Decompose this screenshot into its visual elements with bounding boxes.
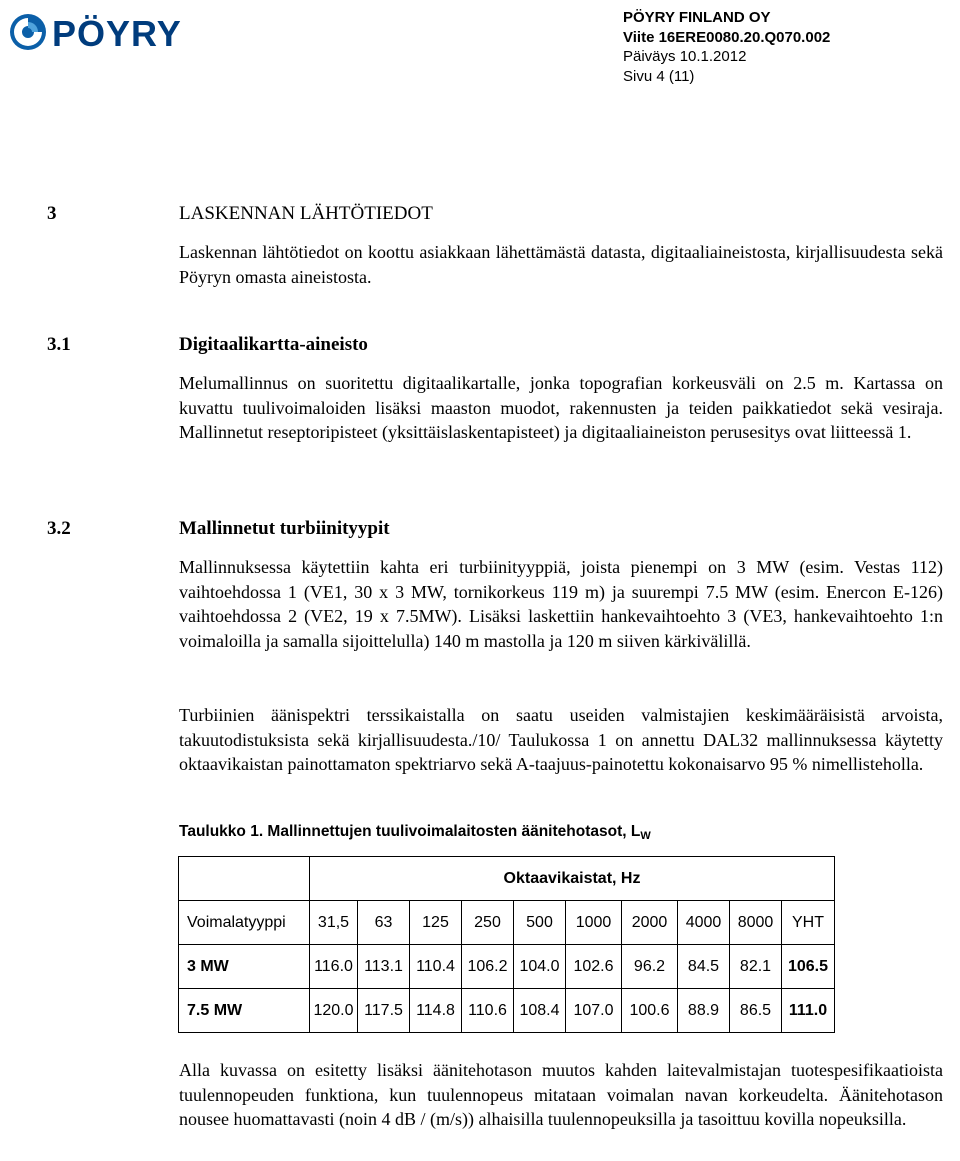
table-cell: 106.2 [462, 945, 514, 989]
page-number: Sivu 4 (11) [623, 67, 695, 85]
table-row [179, 989, 835, 1033]
table-corner-cell [179, 857, 310, 901]
table-cell: 113.1 [358, 945, 410, 989]
table-cell: 100.6 [622, 989, 678, 1033]
table-total-cell: 111.0 [782, 989, 835, 1033]
section-3-1-title: Digitaalikartta-aineisto [179, 334, 368, 355]
table-header-cell: 2000 [622, 901, 678, 945]
table-caption-subscript: W [640, 830, 651, 842]
table-cell: 116.0 [310, 945, 358, 989]
document-date: Päiväys 10.1.2012 [623, 48, 747, 65]
table-group-header: Oktaavikaistat, Hz [310, 857, 835, 901]
section-3-2-paragraph-1: Mallinnuksessa käytettiin kahta eri turbiinityyppiä, joista pienempi on 3 MW (esim. Vestas 112) vaihtoehdossa 1 (VE1, 30 x 3 MW, tornikorkeus 119 m) ja suurempi 7.5 MW (esim. Enercon E-126) vaihtoehdossa 2 (VE2, 19 x 7.5MW). Lisäksi laskettiin hankevaihtoehto 3 (VE3, hankevaihtoehto 1:n voimaloilla ja samalla sijoittelulla) 140 m mastolla ja 120 m siiven kärkivälillä. [179, 557, 943, 651]
table-cell: 88.9 [678, 989, 730, 1033]
table-cell: 108.4 [514, 989, 566, 1033]
table-header-cell: 4000 [678, 901, 730, 945]
table-header-cell: Voimalatyyppi [179, 901, 310, 945]
table-cell: 96.2 [622, 945, 678, 989]
table-cell: 107.0 [566, 989, 622, 1033]
table-header-cell: 31,5 [310, 901, 358, 945]
table-cell: 86.5 [730, 989, 782, 1033]
sound-power-table [178, 856, 835, 1033]
table-cell: 114.8 [410, 989, 462, 1033]
company-logo [6, 8, 246, 54]
table-cell: 110.6 [462, 989, 514, 1033]
document-reference: Viite 16ERE0080.20.Q070.002 [623, 28, 831, 46]
section-3-1-number: 3.1 [47, 334, 71, 355]
closing-paragraph: Alla kuvassa on esitetty lisäksi äänitehotason muutos kahden laitevalmistajan tuotespesifikaatioista tuulennopeuden funktiona, kun tuulennopeus mitataan voimalan navan korkeudelta. Äänitehotason nousee huomattavasti (noin 4 dB / (m/s)) alhaisilla tuulennopeuksilla ja tasoittuu kovilla nopeuksilla. [179, 1060, 943, 1129]
section-3-2-paragraph-2: Turbiinien äänispektri terssikaistalla on saatu useiden valmistajien keskimääräisistä arvoista, takuutodistuksista sekä kirjallisuudesta./10/ Taulukossa 1 on annettu DAL32 mallinnuksessa käytetty oktaavikaistan painottamaton spektriarvo sekä A-taajuus-painotettu kokonaisarvo 95 % nimellisteholla. [179, 705, 943, 774]
table-header-cell: 125 [410, 901, 462, 945]
table-header-cell: 500 [514, 901, 566, 945]
table-total-cell: 106.5 [782, 945, 835, 989]
table-caption-text: Taulukko 1. Mallinnettujen tuulivoimalaitosten äänitehotasot, L [179, 823, 641, 840]
svg-text:PÖYRY: PÖYRY [52, 13, 182, 54]
table-cell: 84.5 [678, 945, 730, 989]
section-3-2-number: 3.2 [47, 518, 71, 539]
table-row-type: 3 MW [179, 945, 310, 989]
poyry-logo-icon [6, 8, 246, 54]
document-header [623, 8, 830, 86]
table-cell: 120.0 [310, 989, 358, 1033]
table-header-row [179, 901, 835, 945]
table-cell: 110.4 [410, 945, 462, 989]
table-cell: 117.5 [358, 989, 410, 1033]
section-3-2-title: Mallinnetut turbiinityypit [179, 518, 390, 539]
table-header-cell: 63 [358, 901, 410, 945]
table-row-type: 7.5 MW [179, 989, 310, 1033]
table-header-cell: 1000 [566, 901, 622, 945]
table-cell: 82.1 [730, 945, 782, 989]
table-cell: 104.0 [514, 945, 566, 989]
table-row [179, 945, 835, 989]
section-3-text: Laskennan lähtötiedot on koottu asiakkaan lähettämästä datasta, digitaaliaineistosta, kirjallisuudesta sekä Pöyryn omasta aineistosta. [179, 242, 943, 287]
table-header-cell: 250 [462, 901, 514, 945]
company-name: PÖYRY FINLAND OY [623, 9, 771, 26]
table-header-cell: 8000 [730, 901, 782, 945]
table-caption [179, 823, 651, 842]
section-3-1-text: Melumallinnus on suoritettu digitaalikartalle, jonka topografian korkeusväli on 2.5 m. Kartassa on kuvattu tuulivoimaloiden lisäksi maaston muodot, rakennusten ja teiden paikkatiedot sekä vesiraja. Mallinnetut reseptoripisteet (yksittäislaskentapisteet) ja digitaaliaineiston perusesitys ovat liitteessä 1. [179, 373, 943, 442]
table-group-header-row [179, 857, 835, 901]
table-cell: 102.6 [566, 945, 622, 989]
section-3-number: 3 [47, 203, 57, 224]
section-3-title: LASKENNAN LÄHTÖTIEDOT [179, 203, 433, 224]
table-header-cell: YHT [782, 901, 835, 945]
